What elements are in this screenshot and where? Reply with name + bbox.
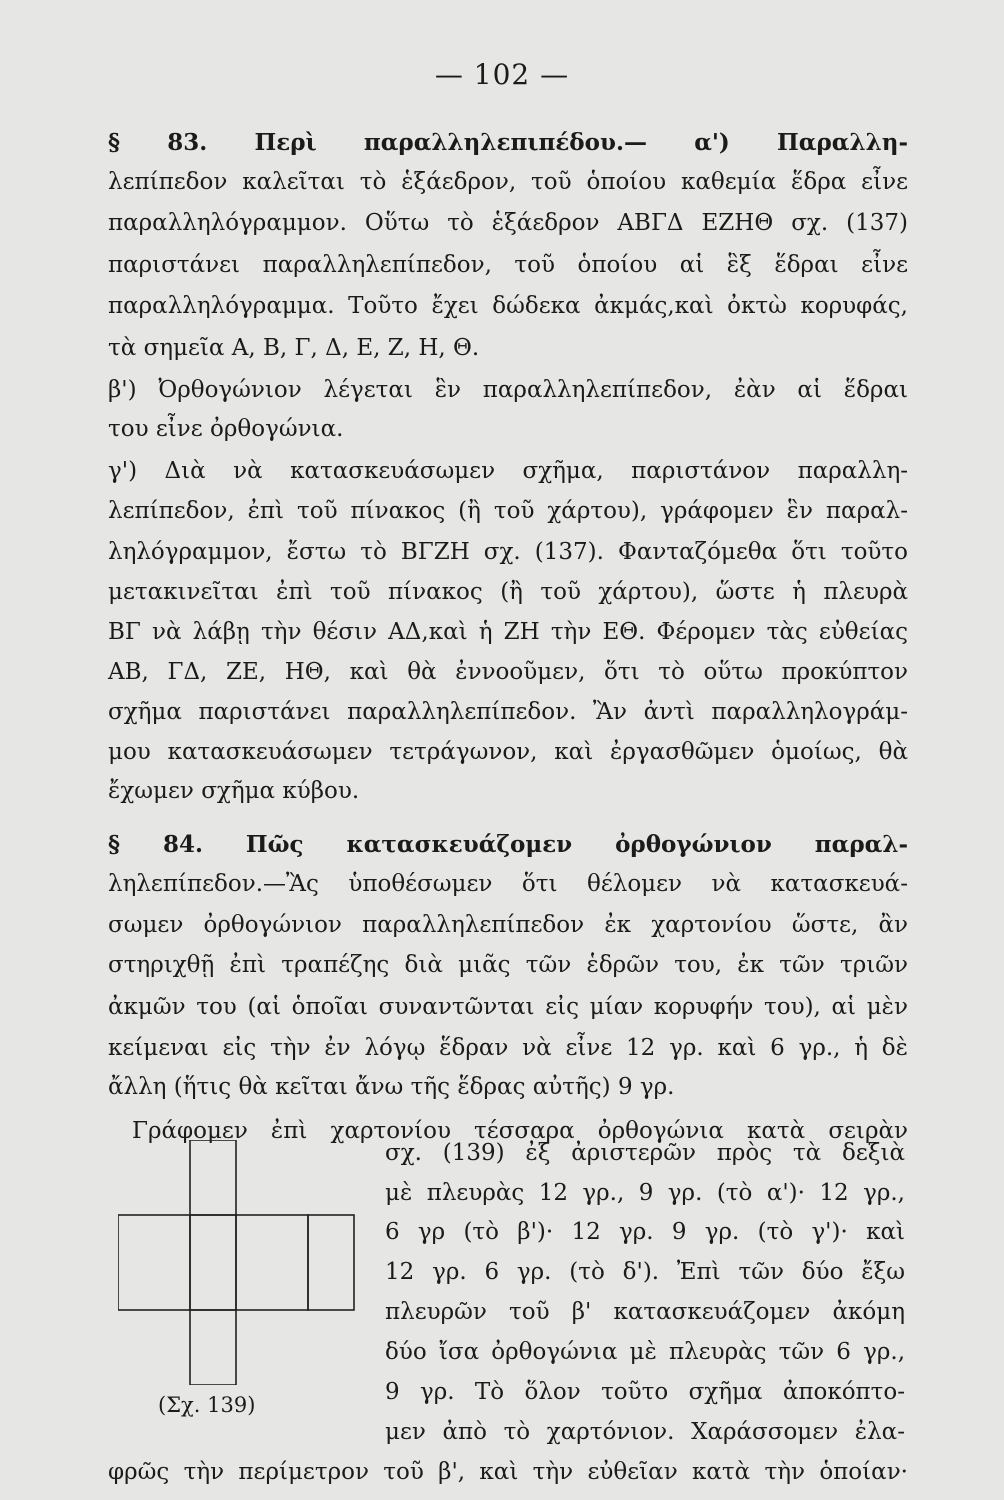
section-83-heading: § 83. Περὶ παραλληλεπιπέδου.— α') Παραλλη- [108, 129, 908, 156]
text-line: ἀκμῶν του (αἱ ὁποῖαι συναντῶνται εἰς μίαν κορυφήν του), αἱ μὲν [108, 994, 908, 1020]
text-line: του εἶνε ὀρθογώνια. [108, 416, 344, 442]
text-line: μὲ πλευρὰς 12 γρ., 9 γρ. (τὸ α')· 12 γρ., [385, 1180, 905, 1206]
text-line: 9 γρ. Τὸ ὅλον τοῦτο σχῆμα ἀποκόπτο- [385, 1379, 905, 1405]
section-84-heading: § 84. Πῶς κατασκευάζομεν ὀρθογώνιον παραλ- [108, 831, 908, 858]
text-line: ληλεπίπεδον.—Ἂς ὑποθέσωμεν ὅτι θέλομεν νὰ κατασκευά- [108, 871, 908, 897]
text-line: β') Ὀρθογώνιον λέγεται ἓν παραλληλεπίπεδον, ἐὰν αἱ ἕδραι [108, 377, 908, 403]
text-line: παραλληλόγραμμα. Τοῦτο ἔχει δώδεκα ἀκμάς,καὶ ὀκτὼ κορυφάς, [108, 293, 908, 319]
rect-c [236, 1215, 308, 1310]
text-line: παραλληλόγραμμον. Οὕτω τὸ ἑξάεδρον ΑΒΓΔ ΕΖΗΘ σχ. (137) [108, 210, 908, 236]
text-line: γ') Διὰ νὰ κατασκευάσωμεν σχῆμα, παριστάνον παραλλη- [108, 458, 908, 484]
text-line: στηριχθῇ ἐπὶ τραπέζης διὰ μιᾶς τῶν ἑδρῶν του, ἐκ τῶν τριῶν [108, 952, 908, 978]
text-line: Γράφομεν ἐπὶ χαρτονίου τέσσαρα ὀρθογώνια κατὰ σειρὰν [132, 1118, 908, 1144]
figure-caption: (Σχ. 139) [158, 1393, 256, 1417]
text-line: ἔχωμεν σχῆμα κύβου. [108, 778, 360, 804]
box-net-diagram [118, 1140, 368, 1385]
text-line: πλευρῶν τοῦ β' κατασκευάζομεν ἀκόμη [385, 1299, 905, 1325]
text-line: 6 γρ (τὸ β')· 12 γρ. 9 γρ. (τὸ γ')· καὶ [385, 1219, 905, 1245]
text-line: ἄλλη (ἥτις θὰ κεῖται ἄνω τῆς ἕδρας αὐτῆς) 9 γρ. [108, 1074, 675, 1100]
text-line: τὰ σημεῖα Α, Β, Γ, Δ, Ε, Ζ, Η, Θ. [108, 335, 480, 361]
text-line: ΒΓ νὰ λάβῃ τὴν θέσιν ΑΔ,καὶ ἡ ΖΗ τὴν ΕΘ. Φέρομεν τὰς εὐθείας [108, 619, 908, 645]
text-line: σχ. (139) ἐξ ἀριστερῶν πρὸς τὰ δεξιὰ [385, 1140, 905, 1166]
rect-d [308, 1215, 354, 1310]
text-line: ληλόγραμμον, ἔστω τὸ ΒΓΖΗ σχ. (137). Φανταζόμεθα ὅτι τοῦτο [108, 539, 908, 565]
text-line: λεπίπεδον, ἐπὶ τοῦ πίνακος (ἢ τοῦ χάρτου), γράφομεν ἓν παραλ- [108, 498, 908, 524]
text-line: δύο ἴσα ὀρθογώνια μὲ πλευρὰς τῶν 6 γρ., [385, 1339, 905, 1365]
text-line: κείμεναι εἰς τὴν ἐν λόγῳ ἕδραν νὰ εἶνε 12 γρ. καὶ 6 γρ., ἡ δὲ [108, 1035, 908, 1061]
top-flap-rect [190, 1140, 236, 1215]
text-line: φρῶς τὴν περίμετρον τοῦ β', καὶ τὴν εὐθεῖαν κατὰ τὴν ὁποίαν· [108, 1459, 908, 1485]
page-number: — 102 — [434, 58, 570, 91]
text-line: 12 γρ. 6 γρ. (τὸ δ'). Ἐπὶ τῶν δύο ἔξω [385, 1259, 905, 1285]
text-line: λεπίπεδον καλεῖται τὸ ἑξάεδρον, τοῦ ὁποίου καθεμία ἕδρα εἶνε [108, 169, 908, 195]
text-line: σχῆμα παριστάνει παραλληλεπίπεδον. Ἂν ἀντὶ παραλληλογράμ- [108, 699, 908, 725]
rect-b [190, 1215, 236, 1310]
text-line: μεν ἀπὸ τὸ χαρτόνιον. Χαράσσομεν ἐλα- [385, 1419, 905, 1445]
rect-a [118, 1215, 190, 1310]
text-line: σωμεν ὀρθογώνιον παραλληλεπίπεδον ἐκ χαρτονίου ὥστε, ἂν [108, 912, 908, 938]
text-line: μετακινεῖται ἐπὶ τοῦ πίνακος (ἢ τοῦ χάρτου), ὥστε ἡ πλευρὰ [108, 579, 908, 605]
text-line: μου κατασκευάσωμεν τετράγωνον, καὶ ἐργασθῶμεν ὁμοίως, θὰ [108, 739, 908, 765]
bottom-flap-rect [190, 1310, 236, 1385]
text-line: ΑΒ, ΓΔ, ΖΕ, ΗΘ, καὶ θὰ ἐννοοῦμεν, ὅτι τὸ οὕτω προκύπτον [108, 659, 908, 685]
text-line: παριστάνει παραλληλεπίπεδον, τοῦ ὁποίου αἱ ἓξ ἕδραι εἶνε [108, 252, 908, 278]
